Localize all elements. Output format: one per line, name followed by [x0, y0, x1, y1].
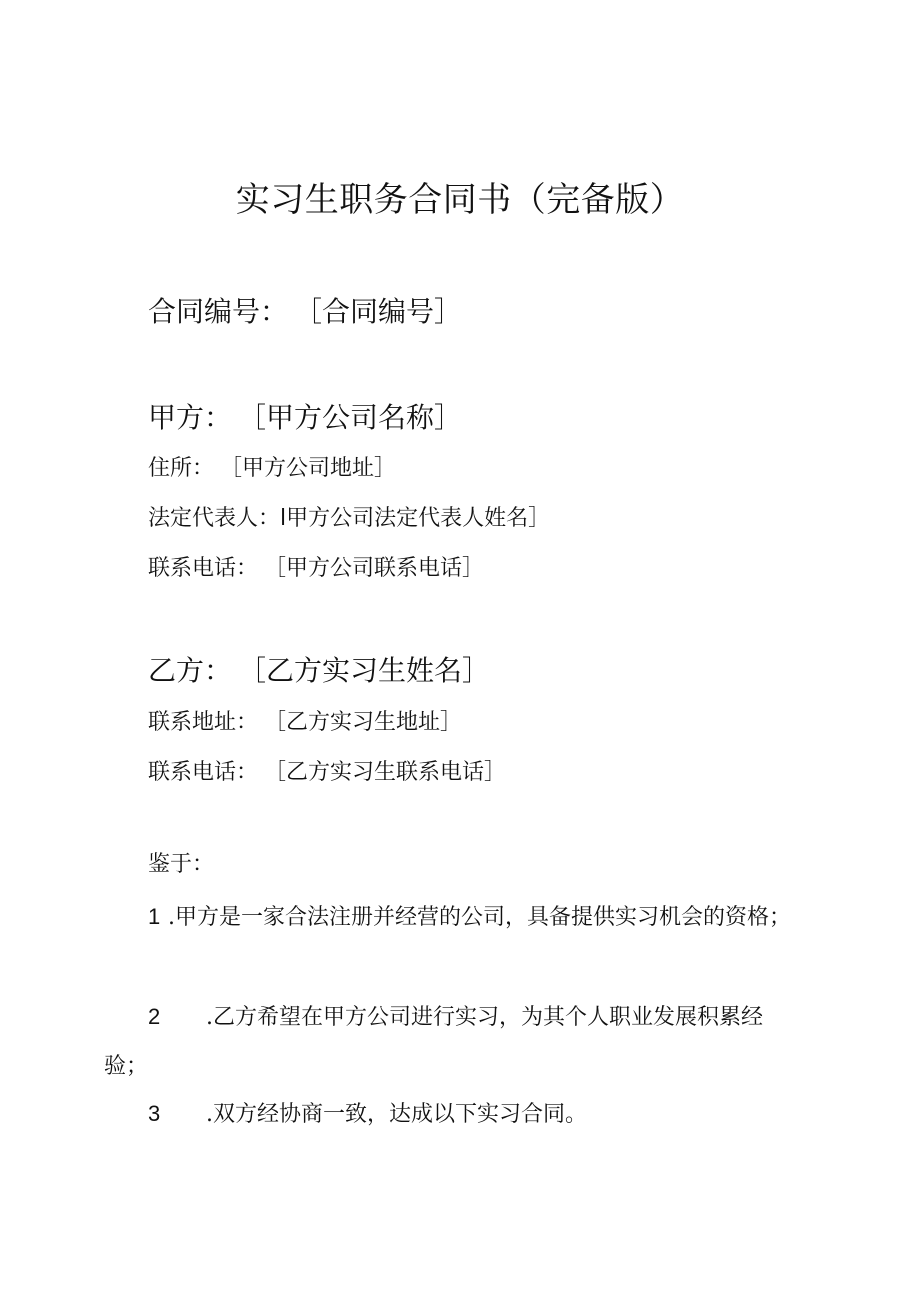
party-b-label: 乙方： [148, 654, 233, 687]
whereas-label: 鉴于： [148, 852, 215, 877]
contract-number-value: ［合同编号］ [294, 295, 463, 328]
party-b-address-value: ［乙方实习生地址］ [264, 710, 463, 735]
party-b-address-line [148, 706, 462, 740]
clause-item [104, 1089, 804, 1139]
clause-item [104, 992, 804, 1091]
party-a-representative-value: l甲方公司法定代表人姓名］ [280, 506, 551, 531]
party-a-name: ［甲方公司名称］ [238, 401, 463, 434]
party-a-phone-line [148, 552, 484, 586]
party-a-phone-value: ［甲方公司联系电话］ [264, 556, 485, 581]
party-b-phone-label: 联系电话： [148, 760, 259, 785]
party-a-representative-line [148, 502, 550, 536]
party-b-phone-line [148, 756, 506, 790]
party-b-heading [148, 651, 490, 691]
whereas-heading [104, 848, 804, 882]
party-b-phone-value: ［乙方实习生联系电话］ [264, 760, 507, 785]
document-title: 实习生职务合同书（完备版） [235, 180, 685, 220]
party-a-heading [148, 398, 462, 438]
party-a-address-value: ［甲方公司地址］ [220, 456, 397, 481]
party-a-phone-label: 联系电话： [148, 556, 259, 581]
party-b-address-label: 联系地址： [148, 710, 259, 735]
clause-number: 1 [148, 904, 161, 929]
party-a-label: 甲方： [148, 401, 233, 434]
contract-number-label: 合同编号： [148, 295, 289, 328]
party-b-name: ［乙方实习生姓名］ [238, 654, 491, 687]
clause-text: .甲方是一家合法注册并经营的公司，具备提供实习机会的资格； [168, 905, 791, 930]
party-a-representative-label: 法定代表人： [148, 506, 281, 531]
contract-number-line [148, 292, 462, 332]
clause-number: 2 [148, 1004, 161, 1029]
party-a-address-label: 住所： [148, 456, 215, 481]
clause-text: .双方经协商一致，达成以下实习合同。 [206, 1102, 587, 1127]
clause-text: .乙方希望在甲方公司进行实习，为其个人职业发展积累经验； [104, 1005, 763, 1079]
clause-item [104, 892, 804, 942]
party-a-address-line [148, 452, 396, 486]
clause-number: 3 [148, 1101, 161, 1126]
